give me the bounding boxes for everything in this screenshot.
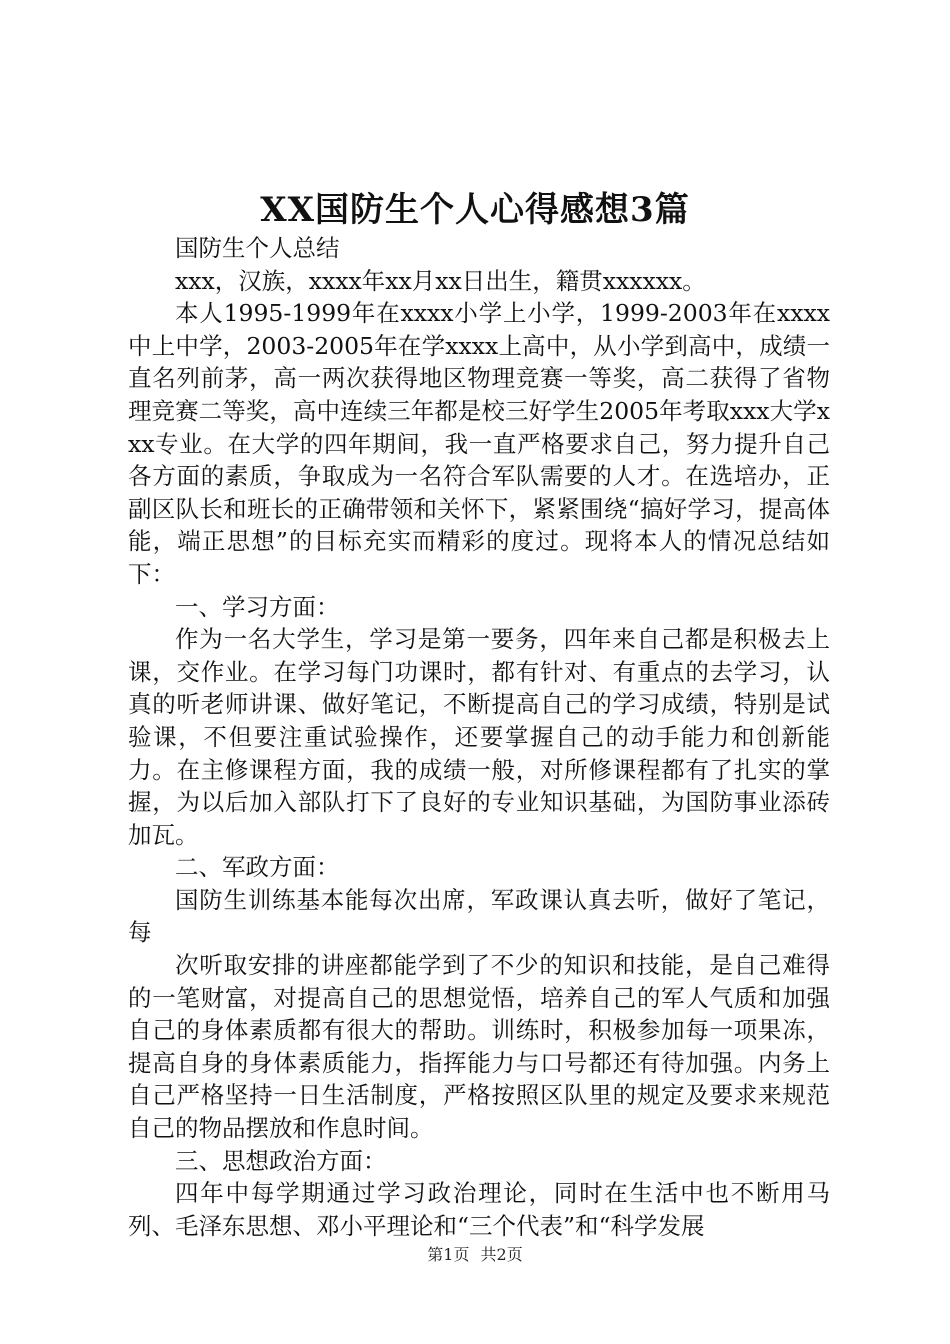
paragraph: 次听取安排的讲座都能学到了不少的知识和技能，是自己难得的一笔财富，对提高自己的思想觉悟，培养自己的军人气质和加强自己的身体素质都有很大的帮助。训练时，积极参加每一项果冻，提高自身的身体素质能力，指挥能力与口号都还有待加强。内务上自己严格坚持一日生活制度，严格按照区队里的规定及要求来规范自己的物品摆放和作息时间。 <box>128 951 830 1143</box>
page-number: 第1页 <box>427 1245 470 1264</box>
section-heading: 二、军政方面： <box>175 853 340 882</box>
document-body <box>128 232 830 1242</box>
paragraph: 国防生个人总结 <box>175 234 340 262</box>
page-footer <box>0 1244 950 1266</box>
paragraph: 作为一名大学生，学习是第一要务，四年来自己都是积极去上课，交作业。在学习每门功课时，都有针对、有重点的去学习，认真的听老师讲课、做好笔记，不断提高自己的学习成绩，特别是试验课，不但要注重试验操作，还要掌握自己的动手能力和创新能力。在主修课程方面，我的成绩一般，对所修课程都有了扎实的掌握，为以后加入部队打下了良好的专业知识基础，为国防事业添砖加瓦。 <box>128 625 830 849</box>
paragraph: 四年中每学期通过学习政治理论，同时在生活中也不断用马列、毛泽东思想、邓小平理论和“三个代表”和“科学发展 <box>128 1179 830 1240</box>
section-heading: 一、学习方面： <box>175 592 340 621</box>
document-title: XX国防生个人心得感想3篇 <box>260 190 690 230</box>
paragraph: 本人1995-1999年在xxxx小学上小学，1999-2003年在xxxx中上中学，2003-2005年在学xxxx上高中，从小学到高中，成绩一直名列前茅，高一两次获得地区物理竞赛一等奖，高二获得了省物理竞赛二等奖，高中连续三年都是校三好学生2005年考取xxx大学xxx专业。在大学的四年期间，我一直严格要求自己，努力提升自己各方面的素质，争取成为一名符合军队需要的人才。在选培办，正副区队长和班长的正确带领和关怀下，紧紧围绕“搞好学习，提高体能，端正思想”的目标充实而精彩的度过。现将本人的情况总结如下： <box>128 299 830 588</box>
paragraph: xxx，汉族，xxxx年xx月xx日出生，籍贯xxxxxx。 <box>175 266 706 295</box>
section-heading: 三、思想政治方面： <box>175 1146 387 1175</box>
page-total: 共2页 <box>480 1245 523 1264</box>
paragraph: 国防生训练基本能每次出席，军政课认真去听，做好了笔记，每 <box>128 885 830 947</box>
